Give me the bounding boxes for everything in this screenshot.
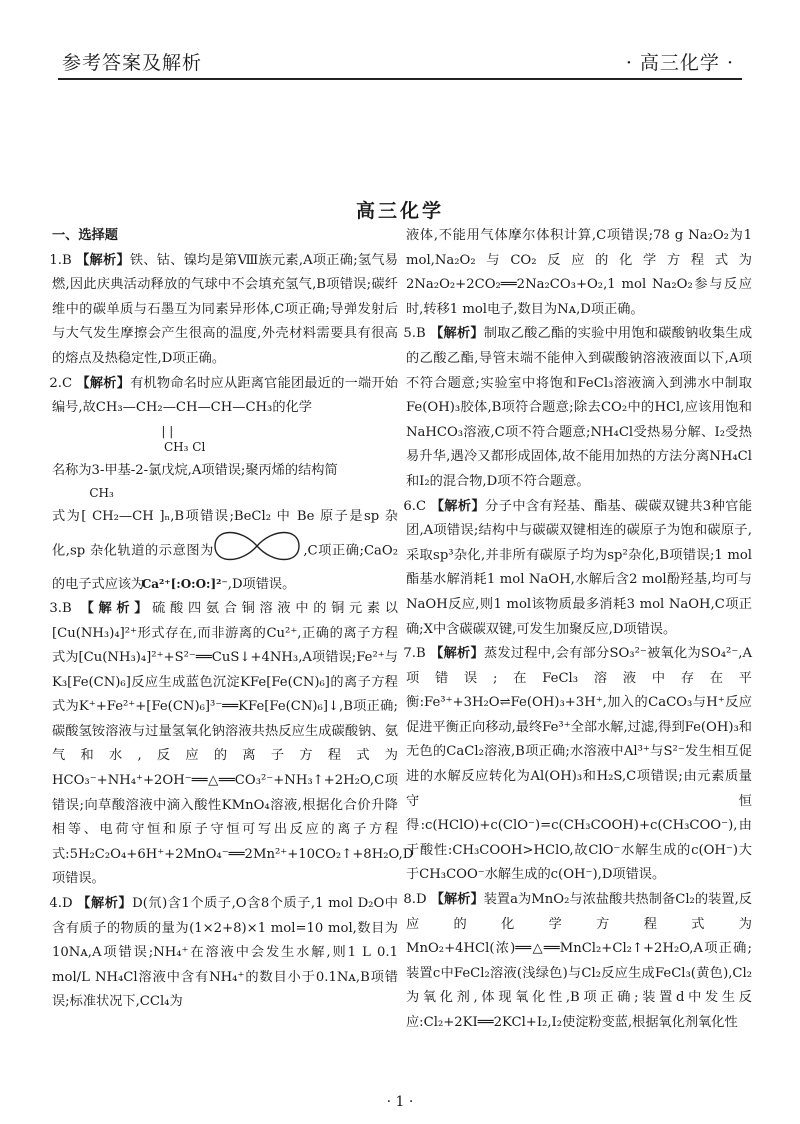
answer-text: ,B项错误;BeCl₂ 中 Be 原子是sp 杂化,sp 杂化轨道的示意图为	[52, 509, 398, 559]
analysis-label: 【解析】	[430, 646, 484, 662]
answer-number: 4.D	[49, 896, 73, 912]
page-number: · 1 ·	[386, 1094, 414, 1110]
answer-text: 硫酸四氨合铜溶液中的铜元素以[Cu(NH₃)₄]²⁺形式存在,而非游离的Cu²⁺,正确的离子方程式为[Cu(NH₃)₄]²⁺+S²⁻══CuS↓+4NH₃,A项错误;Fe²⁺与K₃[Fe(CN)₆]反应生成蓝色沉淀KFe[Fe(CN)₆]的离子方程式为K⁺+Fe²⁺+[Fe(CN)₆]³⁻══KFe[Fe(CN)₆]↓,B项正确;碳酸氢铵溶液与过量氢氧化钠溶液共热反应生成碳酸钠、氨气和水,反应的离子方程式为HCO₃⁻+NH₄⁺+2OH⁻══△══CO₃²⁻+NH₃↑+2H₂O,C项错误;向草酸溶液中滴入酸性KMnO₄溶液,根据化合价升降相等、电荷守恒和原子守恒可写出反应的离子方程式:5H₂C₂O₄+6H⁺+2MnO₄⁻══2Mn²⁺+10CO₂↑+8H₂O,D项错误。	[52, 600, 414, 887]
answer-1	[49, 249, 398, 372]
answer-text: 制取乙酸乙酯的实验中用饱和碳酸钠收集生成的乙酸乙酯,导管末端不能伸入到碳酸钠溶液液面以下,A项不符合题意;实验室中将饱和FeCl₃溶液滴入到沸水中制取Fe(OH)₃胶体,B项符合题意;除去CO₂中的HCl,应该用饱和NaHCO₃溶液,C项不符合题意;NH₄Cl受热易分解、I₂受热易升华,遇冷又都形成固体,故不能用加热的方法分离NH₄Cl和I₂的混合物,D项不符合题意。	[406, 326, 753, 489]
answer-4	[49, 892, 398, 1015]
answer-4-continued: 液体,不能用气体摩尔体积计算,C项错误;78 g Na₂O₂为1 mol,Na₂O₂与CO₂反应的化学方程式为2Na₂O₂+2CO₂══2Na₂CO₃+O₂,1 mol Na₂O₂参与反应时,转移1 mol电子,数目为Nᴀ,D项正确。	[406, 228, 752, 317]
answer-text: D(氘)含1个质子,O含8个质子,1 mol D₂O中含有质子的物质的量为(1×2+8)×1 mol=10 mol,数目为10Nᴀ,A项错误;NH₄⁺在溶液中会发生水解,则1 L 0.1 mol/L NH₄Cl溶液中含有NH₄⁺的数目小于0.1Nᴀ,B项错误;标准状况下,CCl₄为	[52, 896, 398, 1010]
answer-5	[403, 322, 753, 494]
answer-number: 6.C	[403, 498, 427, 514]
answer-text: 名称为3-甲基-2-氯戊烷,A项错误;聚丙烯的结构简	[52, 462, 338, 478]
answer-text: 装置a为MnO₂与浓盐酸共热制备Cl₂的装置,反应的化学方程式为MnO₂+4HCl(浓)══△══MnCl₂+Cl₂↑+2H₂O,A项正确;装置c中FeCl₂溶液(浅绿色)与Cl₂反应生成FeCl₃(黄色),Cl₂为氧化剂,体现氧化性,B项正确;装置d中发生反应:Cl₂+2KI══2KCl+I₂,I₂使淀粉变蓝,根据氧化剂氧化性	[406, 892, 752, 1030]
section-heading: 一、选择题	[52, 228, 118, 243]
answer-number: 2.C	[49, 375, 73, 391]
right-column	[403, 224, 753, 1036]
answer-text: 有机物命名时应从距离官能团最近的一端开始编号,故CH₃—CH₂—CH—CH—CH₃的化学	[52, 375, 399, 416]
left-column	[49, 224, 414, 1015]
answer-number: 5.B	[403, 326, 426, 342]
analysis-label: 【解析】	[430, 326, 484, 342]
header-divider	[58, 78, 742, 80]
analysis-label: 【解析】	[76, 375, 131, 391]
answer-text: 式为	[52, 509, 82, 525]
structure-branch: | | CH₃ Cl	[161, 423, 206, 454]
answer-number: 8.D	[403, 892, 427, 908]
answer-2	[49, 372, 399, 597]
answer-3	[49, 597, 414, 892]
answer-number: 3.B	[49, 600, 72, 616]
answer-text: 分子中含有羟基、酯基、碳碳双键共3种官能团,A项错误;结构中与碳碳双键相连的碳原子为饱和碳原子,采取sp³杂化,并非所有碳原子均为sp²杂化,B项错误;1 mol酯基水解消耗1 mol NaOH,水解后含2 mol酚羟基,均可与NaOH反应,则1 mol该物质最多消耗3 mol NaOH,C项正确;X中含碳碳双键,可发生加聚反应,D项错误。	[406, 498, 753, 637]
answer-6	[403, 495, 753, 643]
document-title: 高三化学	[355, 200, 444, 222]
analysis-label: 【解析】	[430, 498, 486, 514]
polymer-formula: [ CH₂—CH ]ₙ	[81, 509, 171, 525]
cao2-electron-formula: Ca²⁺[:O:O:]²⁻	[141, 576, 228, 591]
sp-orbital-diagram	[214, 530, 303, 572]
header-left-title: 参考答案及解析	[62, 52, 203, 74]
answer-text: 蒸发过程中,会有部分SO₃²⁻被氧化为SO₄²⁻,A项错误;在FeCl₃溶液中存在平衡:Fe³⁺+3H₂O⇌Fe(OH)₃+3H⁺,加入的CaCO₃与H⁺反应促进平衡正向移动,最终Fe³⁺全部水解,过滤,得到Fe(OH)₃和无色的CaCl₂溶液,B项正确;水溶液中Al³⁺与S²⁻发生相互促进的水解反应转化为Al(OH)₃和H₂S,C项错误;由元素质量守恒得:c(HClO)+c(ClO⁻)=c(CH₃COOH)+c(CH₃COO⁻),由于酸性:CH₃COOH>HClO,故ClO⁻水解生成的c(OH⁻)大于CH₃COO⁻水解生成的c(OH⁻),D项错误。	[406, 646, 753, 883]
answer-7	[403, 642, 753, 888]
analysis-label: 【解析】	[76, 252, 130, 268]
answer-text: ,D项错误。	[227, 576, 296, 592]
polymer-branch: CH₃	[89, 486, 114, 501]
answer-text: ,C项正确;CaO₂ 的电子式应该为	[52, 543, 399, 592]
answer-number: 1.B	[49, 252, 72, 268]
answer-text: 铁、钴、镍均是第Ⅷ族元素,A项正确;氢气易燃,因此庆典活动释放的气球中不会填充氢气,B项错误;碳纤维中的碳单质与石墨互为同素异形体,C项正确;导弹发射后与大气发生摩擦会产生很高的温度,外壳材料需要具有很高的熔点及热稳定性,D项正确。	[52, 252, 398, 366]
analysis-label: 【解析】	[430, 892, 484, 908]
answer-8	[403, 888, 752, 1036]
answer-number: 7.B	[403, 646, 426, 662]
header-right-subject: · 高三化学 ·	[625, 52, 734, 74]
analysis-label: 【解析】	[80, 600, 153, 616]
page-header	[0, 0, 800, 80]
analysis-label: 【解析】	[77, 896, 133, 912]
